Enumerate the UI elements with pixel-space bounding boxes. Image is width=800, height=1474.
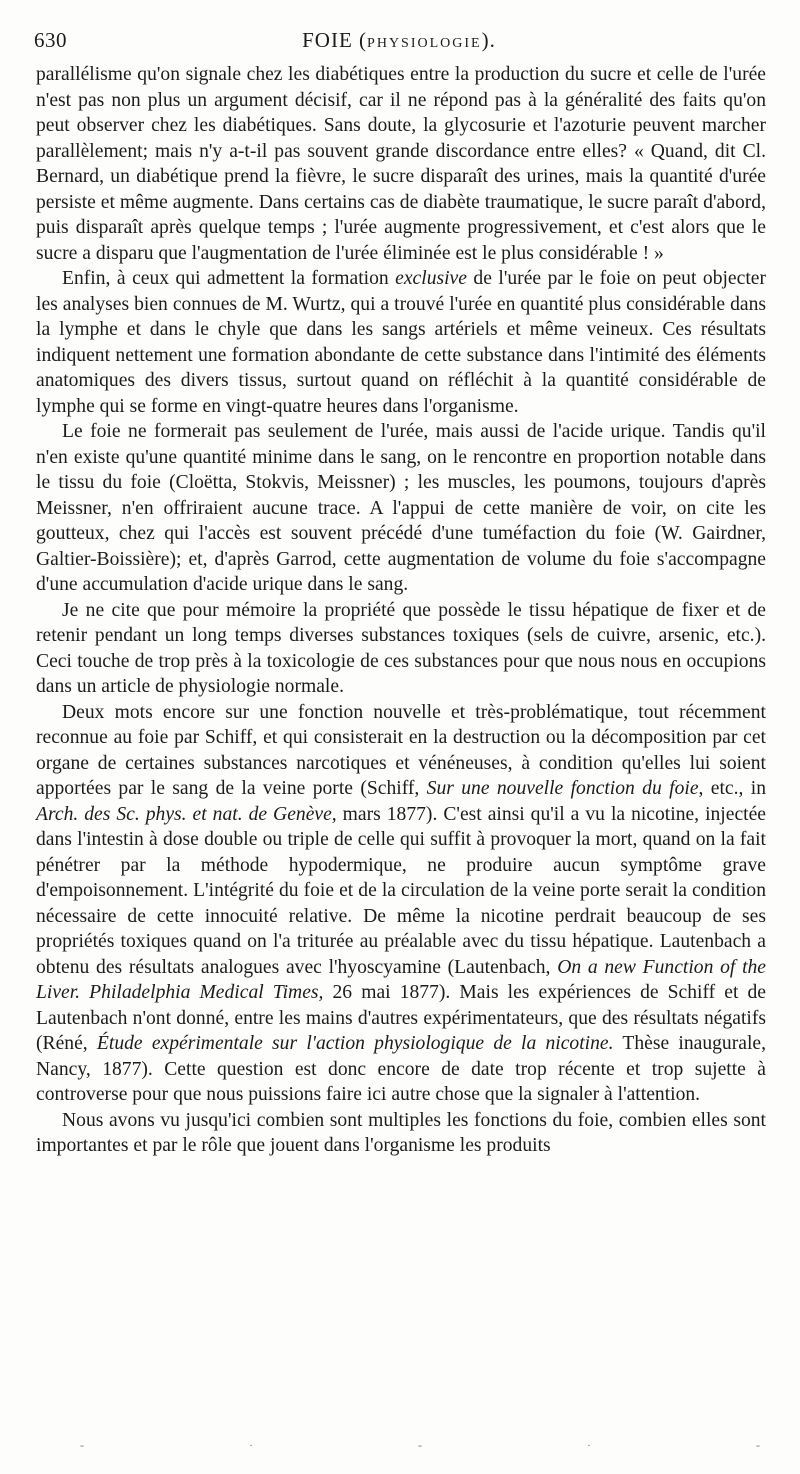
running-title [34,28,764,53]
print-mark: - [756,1438,760,1452]
page-header [34,28,764,56]
page-number: 630 [34,28,67,52]
paragraph-4: Je ne cite que pour mémoire la propriété que possède le tissu hépatique de fixer et de retenir pendant un long temps diverses substances toxiques (sels de cuivre, arsenic, etc.). Ceci touche de trop près à la toxicologie de ces substances pour que nous nous en occupions dans un article de physiologie normale. [36,599,766,697]
paragraph-5-part-a: Deux mots encore sur une fonction nouvelle et très-problématique, tout récemment reconnue au foie par Schiff, et qui consisterait en la destruction ou la décomposition par cet organe de certaines substances narcotiques et vénéneuses, à condition qu'elles lui soient apportées par le sang de la veine porte (Schiff, [36,701,766,799]
paragraph-5-part-c: mars 1877). C'est ainsi qu'il a vu la nicotine, injectée dans l'intestin à dose double ou triple de celle qui suffit à provoquer la mort, quand on la fait pénétrer par la méthode hypodermique, ne produire aucun symptôme grave d'empoisonnement. L'intégrité du foie et de la circulation de la veine porte serait la condition nécessaire de cette innocuité relative. De même la nicotine perdrait beaucoup de ses propriétés toxiques quand on l'a triturée au préalable avec du tissu hépatique. Lautenbach a obtenu des résultats analogues avec l'hyoscyamine (Lautenbach, [36,803,766,978]
running-title-subtitle: PHYSIOLOGIE [367,36,482,51]
print-mark: · [587,1438,591,1452]
paragraph-2-emphasis: exclusive [395,268,467,289]
paragraph-1: parallélisme qu'on signale chez les diabétiques entre la production du sucre et celle de l'urée n'est pas non plus un argument décisif, car il ne répond pas à la généralité des faits qu'on peut observer chez les diabétiques. Sans doute, la glycosurie et l'azoturie peuvent marcher parallèlement; mais n'y a-t-il pas souvent grande discordance entre elles? « Quand, dit Cl. Bernard, un diabétique prend la fièvre, le sucre disparaît des urines, mais la quantité d'urée persiste et même augmente. Dans certains cas de diabète traumatique, le sucre paraît d'abord, puis disparaît après quelque temps ; l'urée augmente progressivement, et c'est alors que le sucre a disparu que l'augmentation de l'urée éliminée est le plus considérable ! » [36,64,766,264]
paragraph-5-part-b: , etc., in [698,778,767,799]
paragraph-2-part-a: Enfin, à ceux qui admettent la formation [62,268,396,289]
paragraph-5-part-e: Thèse inaugurale, Nancy, 1877). Cette question est donc encore de date trop récente et trop sujette à controverse pour que nous puissions faire ici autre chose que la signaler à l'attention. [36,1033,766,1105]
paragraph-2-part-b: de l'urée par le foie on peut objecter les analyses bien connues de M. Wurtz, qui a trouvé l'urée en quantité plus considérable dans la lymphe et dans le chyle que dans les sangs artériels et même veineux. Ces résultats indiquent nettement une formation abondante de cette substance dans l'intimité des éléments anatomiques des divers tissus, surtout quand on réfléchit à la quantité considérable de lymphe qui se forme en vingt-quatre heures dans l'organisme. [36,268,766,417]
citation-rene: Étude expérimentale sur l'action physiologique de la nicotine. [96,1033,614,1054]
citation-lautenbach: On a new Function of the Liver. Philadelphia Medical Times, [36,956,767,1003]
body-text [36,62,766,1159]
citation-schiff-title: Sur une nouvelle fonction du foie [426,778,699,799]
footer-print-marks [80,1438,760,1453]
print-mark: - [418,1438,422,1452]
citation-schiff-journal: Arch. des Sc. phys. et nat. de Genève, [36,803,337,825]
running-title-end: ). [481,28,496,52]
paragraph-5-part-d: 26 mai 1877). Mais les expériences de Schiff et de Lautenbach n'ont donné, entre les mains d'autres expérimentateurs, que des résultats négatifs (Réné, [36,982,767,1054]
paragraph-3: Le foie ne formerait pas seulement de l'urée, mais aussi de l'acide urique. Tandis qu'il n'en existe qu'une quantité minime dans le sang, on le rencontre en proportion notable dans le tissu du foie (Cloëtta, Stokvis, Meissner) ; les muscles, les poumons, toujours d'après Meissner, n'en offriraient aucune trace. A l'appui de cette manière de voir, on cite les goutteux, chez qui l'accès est souvent précédé d'une tuméfaction du foie (W. Gairdner, Galtier-Boissière); et, d'après Garrod, cette augmentation de volume du foie s'accompagne d'une accumulation d'acide urique dans le sang. [36,421,766,595]
paragraph-2 [36,266,766,419]
running-title-main: FOIE ( [302,28,368,52]
paragraph-5 [36,700,766,1108]
paragraph-6: Nous avons vu jusqu'ici combien sont multiples les fonctions du foie, combien elles sont importantes et par le rôle que jouent dans l'organisme les produits [36,1109,766,1156]
print-mark: · [249,1438,253,1452]
print-mark: - [80,1438,84,1452]
